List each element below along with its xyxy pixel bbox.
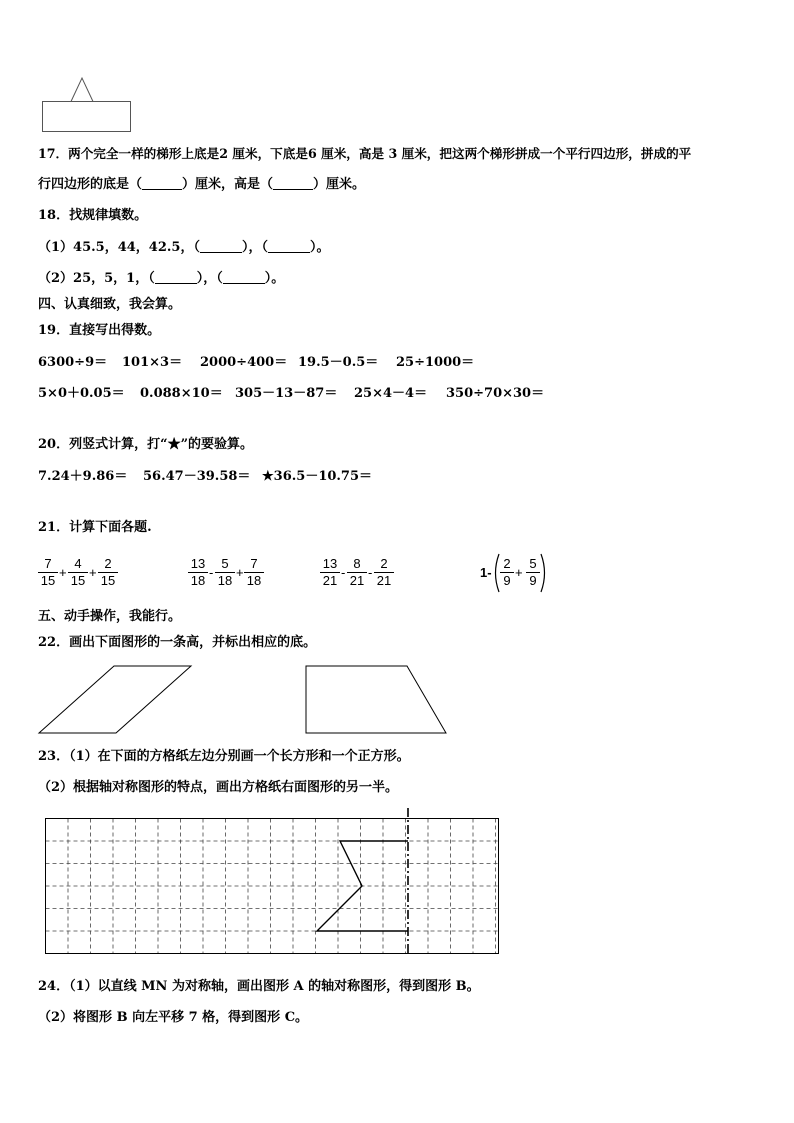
q18-title: 18．找规律填数。 — [38, 208, 148, 223]
operator: - — [209, 565, 214, 580]
q22-title: 22．画出下面图形的一条高，并标出相应的底。 — [38, 635, 317, 650]
q17-text-c: ）厘米。 — [313, 177, 366, 192]
fraction — [500, 556, 514, 589]
answer-blank[interactable] — [200, 239, 242, 253]
expression-lead: 1- — [480, 565, 492, 580]
q19-item: 25÷1000＝ — [396, 355, 475, 370]
numerator: 7 — [244, 556, 264, 573]
grid-paper — [44, 808, 502, 958]
denominator: 18 — [217, 573, 233, 588]
numerator: 4 — [68, 556, 88, 573]
q18-p2-text-c: ）。 — [264, 271, 285, 286]
half-figure — [317, 841, 408, 931]
fraction — [244, 556, 264, 589]
denominator: 18 — [190, 573, 206, 588]
denominator: 15 — [40, 573, 56, 588]
denominator: 9 — [503, 573, 511, 588]
section-4-heading: 四、认真细致，我会算。 — [38, 297, 182, 312]
fraction — [347, 556, 367, 589]
q18-p1-text-b: ），（ — [241, 240, 268, 255]
figure-rectangle — [43, 102, 131, 132]
q19-item: 25×4－4＝ — [354, 386, 428, 401]
numerator: 8 — [347, 556, 367, 573]
house-shape-figure — [40, 76, 132, 134]
trapezoid-shape — [306, 666, 446, 733]
fraction — [188, 556, 208, 589]
fraction — [320, 556, 340, 589]
numerator: 5 — [215, 556, 235, 573]
q18-p1-text-c: ）。 — [309, 240, 330, 255]
parallelogram-figure — [36, 664, 196, 736]
q19-item: 6300÷9＝ — [38, 355, 108, 370]
q18-part1 — [38, 239, 330, 257]
q23-part2: （2）根据轴对称图形的特点，画出方格纸右面图形的另一半。 — [38, 780, 399, 795]
fraction — [68, 556, 88, 589]
operator: + — [515, 565, 523, 580]
q19-item: 101×3＝ — [122, 355, 183, 370]
denominator: 9 — [529, 573, 537, 588]
left-paren — [492, 553, 500, 593]
section-5-heading: 五、动手操作，我能行。 — [38, 609, 182, 624]
fraction — [38, 556, 58, 589]
q23-part1: 23．（1）在下面的方格纸左边分别画一个长方形和一个正方形。 — [38, 749, 410, 764]
q17-text-b: ）厘米，高是（ — [182, 177, 274, 192]
q19-item: 19.5－0.5＝ — [298, 355, 379, 370]
q19-item: 305－13－87＝ — [235, 386, 338, 401]
figure-triangle — [71, 78, 93, 102]
answer-blank[interactable] — [268, 239, 310, 253]
operator: + — [59, 565, 67, 580]
answer-blank[interactable] — [273, 176, 313, 190]
numerator: 2 — [500, 556, 514, 573]
q17-line1: 17．两个完全一样的梯形上底是2 厘米，下底是6 厘米，高是 3 厘米，把这两个梯形拼成一个平行四边形，拼成的平 — [38, 146, 692, 161]
numerator: 2 — [374, 556, 394, 573]
answer-blank[interactable] — [142, 176, 182, 190]
numerator: 13 — [320, 556, 340, 573]
denominator: 21 — [349, 573, 365, 588]
q20-item: 7.24＋9.86＝ — [38, 469, 128, 484]
operator: - — [341, 565, 346, 580]
q19-title: 19．直接写出得数。 — [38, 323, 161, 338]
q20-item: ★36.5－10.75＝ — [262, 469, 373, 484]
operator: + — [89, 565, 97, 580]
denominator: 18 — [246, 573, 262, 588]
q19-item: 0.088×10＝ — [140, 386, 223, 401]
q17-text-a: 行四边形的底是（ — [38, 177, 143, 192]
trapezoid-figure — [303, 664, 451, 736]
parallelogram-shape — [39, 666, 191, 733]
q18-part2 — [38, 270, 284, 288]
denominator: 15 — [70, 573, 86, 588]
q20-item: 56.47－39.58＝ — [143, 469, 251, 484]
q17-line2 — [38, 176, 365, 194]
q19-item: 5×0＋0.05＝ — [38, 386, 125, 401]
denominator: 21 — [376, 573, 392, 588]
numerator: 5 — [526, 556, 540, 573]
fraction — [215, 556, 235, 589]
q24-part1: 24．（1）以直线 MN 为对称轴，画出图形 A 的轴对称图形，得到图形 B。 — [38, 979, 480, 994]
operator: + — [236, 565, 244, 580]
q18-p1-text-a: （1）45.5，44，42.5，（ — [38, 240, 200, 255]
denominator: 21 — [322, 573, 338, 588]
right-paren — [540, 553, 548, 593]
fraction — [374, 556, 394, 589]
q19-item: 350÷70×30＝ — [446, 386, 545, 401]
answer-blank[interactable] — [155, 270, 197, 284]
fraction — [98, 556, 118, 589]
q21-title: 21．计算下面各题. — [38, 520, 152, 535]
answer-blank[interactable] — [223, 270, 265, 284]
q24-part2: （2）将图形 B 向左平移 7 格，得到图形 C。 — [38, 1010, 309, 1025]
q18-p2-text-b: ），（ — [196, 271, 223, 286]
numerator: 13 — [188, 556, 208, 573]
denominator: 15 — [100, 573, 116, 588]
q19-item: 2000÷400＝ — [200, 355, 288, 370]
grid-dashed-lines — [46, 819, 499, 954]
q18-p2-text-a: （2）25，5，1，（ — [38, 271, 155, 286]
fraction — [526, 556, 540, 589]
operator: - — [368, 565, 373, 580]
q20-title: 20．列竖式计算，打“★”的要验算。 — [38, 437, 254, 452]
numerator: 2 — [98, 556, 118, 573]
numerator: 7 — [38, 556, 58, 573]
